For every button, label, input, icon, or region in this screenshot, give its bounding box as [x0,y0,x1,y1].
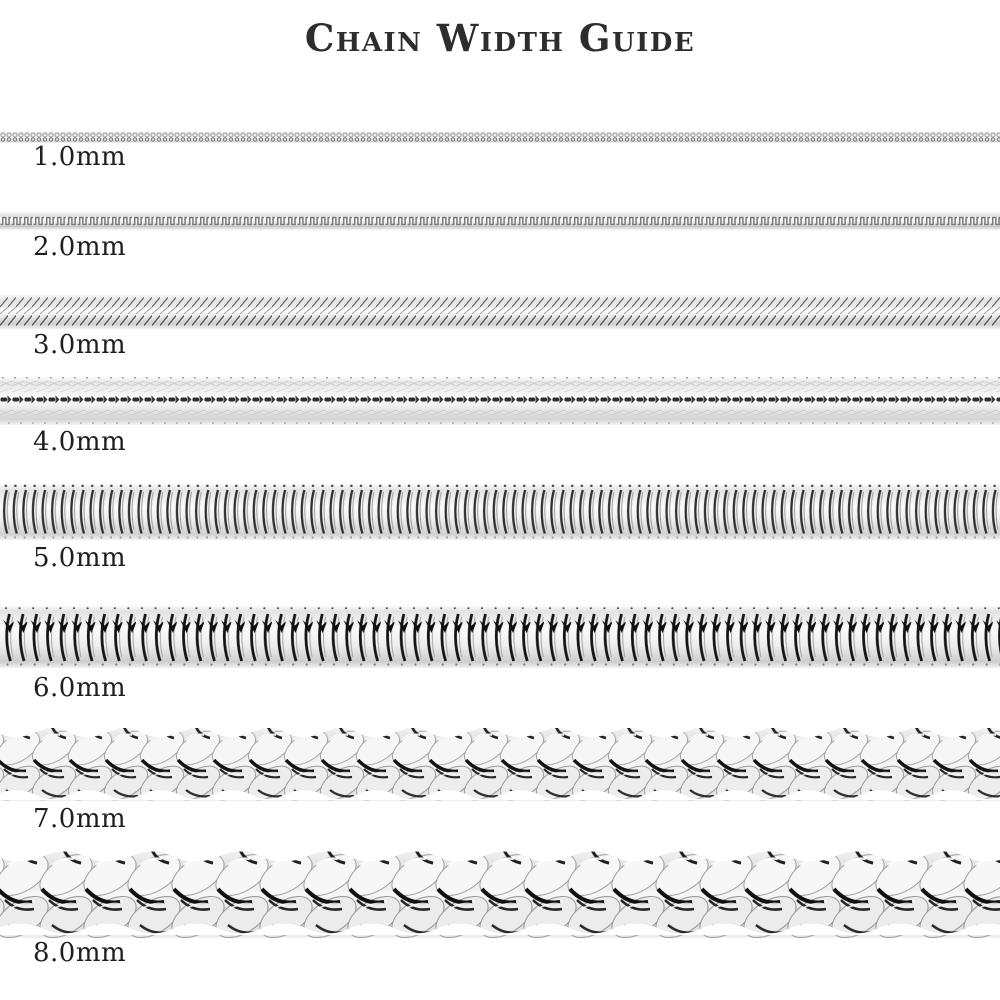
chain-photo-3mm [0,294,1000,329]
width-label-2mm: 2.0mm [33,232,127,262]
width-label-7mm: 7.0mm [33,804,127,834]
chain-photo-6mm [0,605,1000,668]
chain-photo-1mm [0,131,1000,143]
width-label-3mm: 3.0mm [33,330,127,360]
chain-photo-8mm [0,851,1000,938]
chain-photo-5mm [0,483,1000,540]
chain-photo-7mm [0,728,1000,801]
width-label-8mm: 8.0mm [33,938,127,968]
width-label-6mm: 6.0mm [33,673,127,703]
chain-photo-2mm [0,211,1000,230]
page-title: Chain Width Guide [304,16,696,60]
width-label-4mm: 4.0mm [33,427,127,457]
width-label-1mm: 1.0mm [33,142,127,172]
width-label-5mm: 5.0mm [33,543,127,573]
chain-photo-4mm [0,376,1000,425]
